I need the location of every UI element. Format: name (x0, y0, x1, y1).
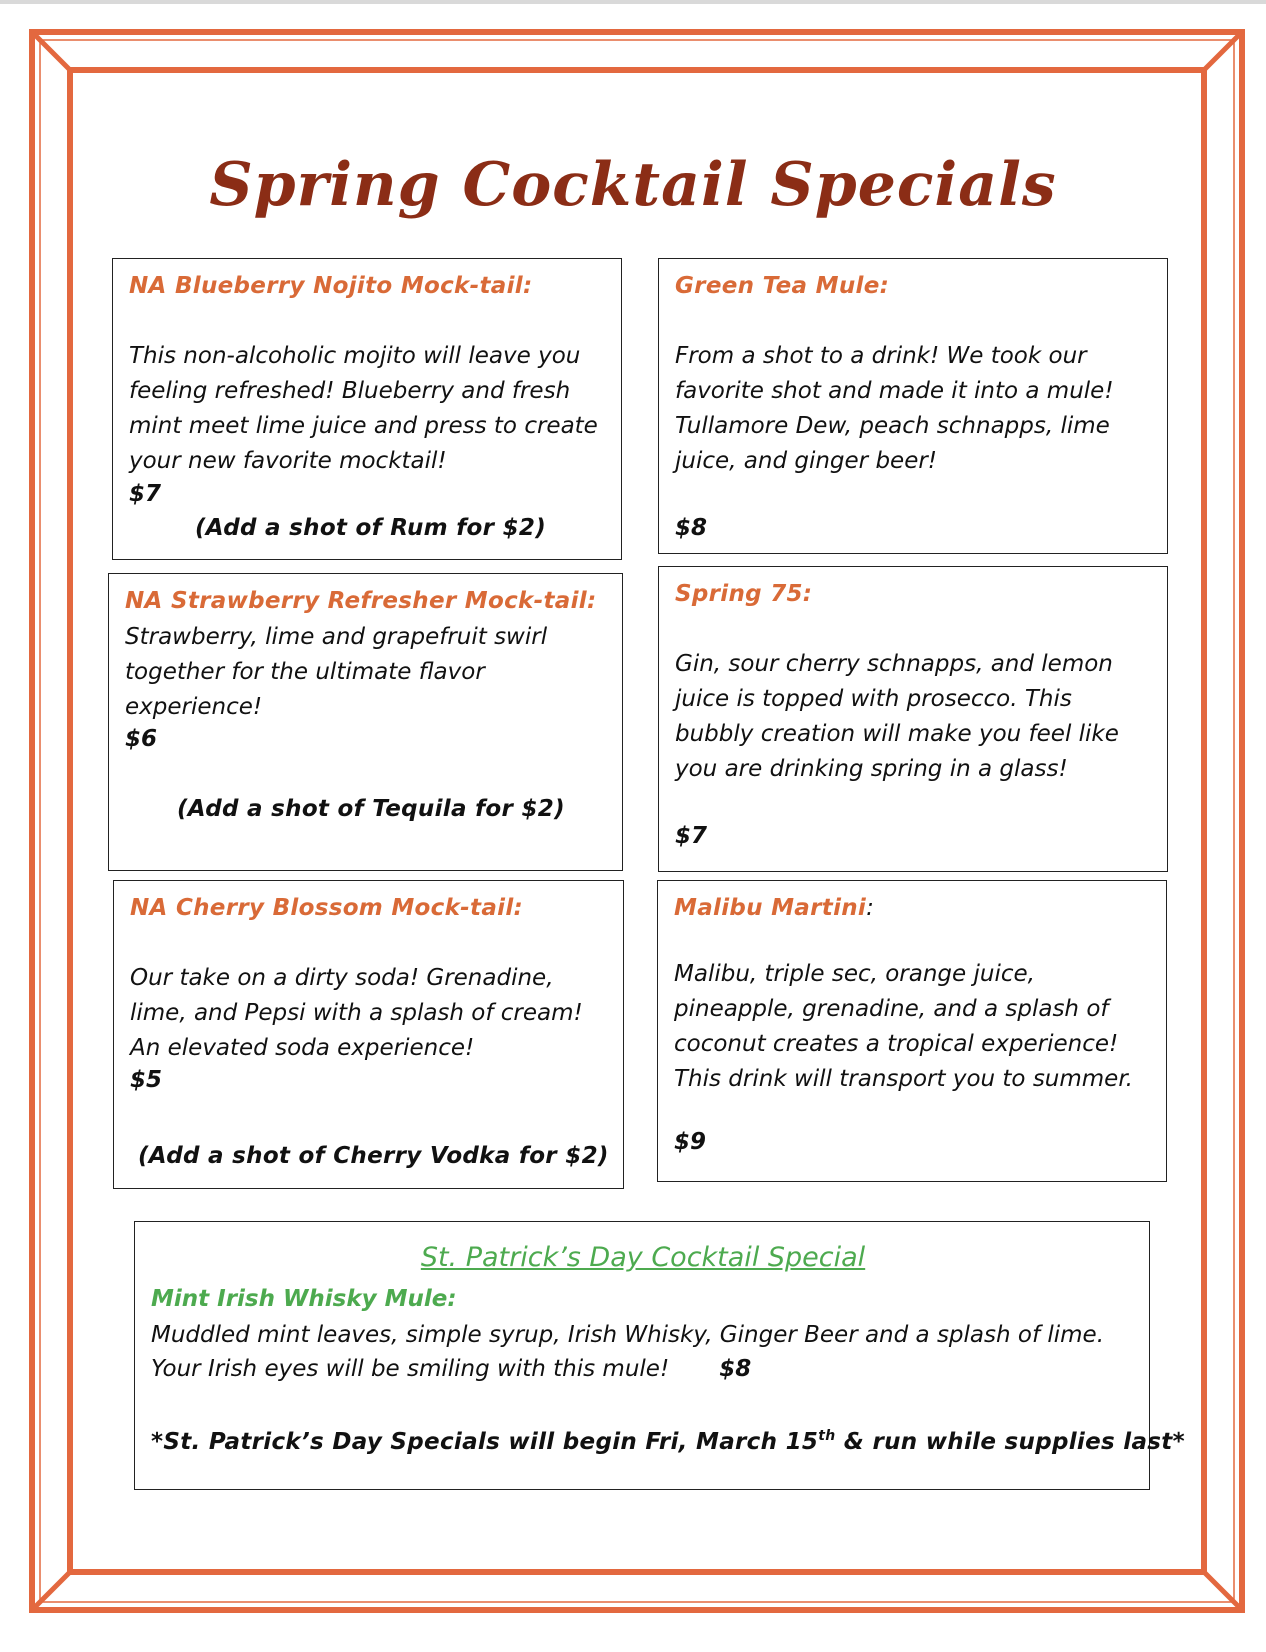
card-description-line: Malibu, triple sec, orange juice, (674, 961, 1035, 987)
menu-card-spring-75 (658, 566, 1168, 872)
card-description-line: you are drinking spring in a glass! (675, 756, 1068, 782)
card-heading-text: Malibu Martini (674, 895, 867, 921)
menu-card-cherry-blossom (113, 880, 624, 1189)
card-price: $5 (130, 1067, 163, 1093)
special-note-text-end: & run while supplies last* (835, 1429, 1185, 1455)
card-heading (674, 895, 874, 921)
card-price: $6 (125, 726, 158, 752)
card-description-line: Gin, sour cherry schnapps, and lemon (675, 651, 1113, 677)
card-description (675, 647, 1119, 787)
frame-corner-bottom-right (1204, 1572, 1242, 1610)
special-note-superscript: th (818, 1428, 836, 1444)
card-description-line: juice is topped with prosecco. This (675, 686, 1072, 712)
frame-corner-top-left (32, 32, 70, 70)
menu-card-malibu-martini (657, 880, 1167, 1182)
card-description-line: From a shot to a drink! We took our (675, 343, 1087, 369)
card-description-line: your new favorite mocktail! (129, 448, 447, 474)
card-heading: NA Cherry Blossom Mock-tail: (130, 895, 524, 921)
card-heading: NA Strawberry Refresher Mock-tail: (125, 588, 597, 614)
card-description (129, 339, 598, 479)
card-description-line: favorite shot and made it into a mule! (675, 378, 1114, 404)
card-price: $7 (129, 481, 162, 507)
special-heading: Mint Irish Whisky Mule: (151, 1286, 457, 1312)
card-addon: (Add a shot of Rum for $2) (195, 515, 547, 541)
card-price: $9 (674, 1129, 707, 1155)
card-heading: Spring 75: (675, 581, 813, 607)
special-description-text: Your Irish eyes will be smiling with this mule! (151, 1356, 670, 1382)
card-description-line: pineapple, grenadine, and a splash of (674, 996, 1109, 1022)
frame-corner-top-right (1204, 32, 1242, 70)
card-description (130, 961, 583, 1066)
card-description (125, 620, 547, 725)
st-patricks-special-box (134, 1221, 1185, 1490)
card-description-line: Strawberry, lime and grapefruit swirl (125, 624, 548, 650)
card-description-line: Our take on a dirty soda! Grenadine, (130, 965, 554, 991)
card-description-line: This drink will transport you to summer. (674, 1066, 1133, 1092)
special-description-line: Muddled mint leaves, simple syrup, Irish Whisky, Ginger Beer and a splash of lime. (151, 1322, 1105, 1348)
card-description-line: An elevated soda experience! (130, 1035, 475, 1061)
menu-card-green-tea-mule (658, 258, 1168, 554)
frame-corner-bottom-left (32, 1572, 70, 1610)
card-description-line: lime, and Pepsi with a splash of cream! (130, 1000, 583, 1026)
special-title: St. Patrick’s Day Cocktail Special (420, 1242, 866, 1273)
card-description-line: juice, and ginger beer! (675, 448, 938, 474)
card-description-line: bubbly creation will make you feel like (675, 721, 1119, 747)
card-heading-colon: : (866, 895, 875, 921)
card-description-line: together for the ultimate flavor (125, 659, 485, 685)
card-description-line: This non-alcoholic mojito will leave you (129, 343, 581, 369)
page-title: Spring Cocktail Specials (209, 150, 1057, 220)
menu-card-strawberry-refresher (108, 573, 623, 871)
card-description-line: coconut creates a tropical experience! (674, 1031, 1119, 1057)
card-description-line: Tullamore Dew, peach schnapps, lime (675, 413, 1110, 439)
card-addon: (Add a shot of Tequila for $2) (177, 796, 565, 822)
card-price: $7 (675, 823, 708, 849)
card-description-line: feeling refreshed! Blueberry and fresh (129, 378, 571, 404)
card-heading: Green Tea Mule: (675, 273, 890, 299)
card-description (675, 339, 1114, 479)
card-description (674, 957, 1133, 1097)
special-description-line (151, 1356, 751, 1382)
card-description-line: experience! (125, 694, 263, 720)
menu-card-blueberry-nojito (112, 258, 622, 560)
card-price: $8 (675, 515, 708, 541)
card-heading: NA Blueberry Nojito Mock-tail: (129, 273, 533, 299)
special-note-text: *St. Patrick’s Day Specials will begin Fri, March 15 (151, 1429, 819, 1455)
card-addon: (Add a shot of Cherry Vodka for $2) (138, 1143, 609, 1169)
special-price: $8 (719, 1356, 752, 1382)
special-note (151, 1428, 1185, 1455)
card-description-line: mint meet lime juice and press to create (129, 413, 598, 439)
